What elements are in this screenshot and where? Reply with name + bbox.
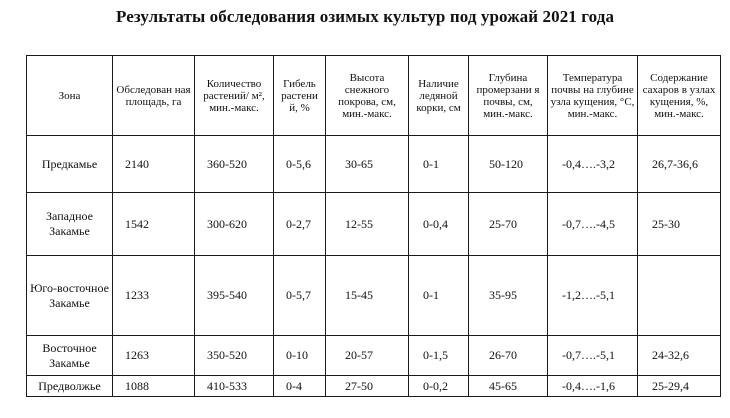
freeze-cell: 45-65 xyxy=(469,376,548,397)
header-sugar: Содержание сахаров в узлах кущения, %, мин.-макс. xyxy=(638,56,721,136)
results-table xyxy=(26,55,721,397)
area-cell: 2140 xyxy=(113,136,195,193)
table-row xyxy=(27,336,721,376)
header-death: Гибель растени й, % xyxy=(274,56,326,136)
death-cell: 0-5,7 xyxy=(274,256,326,336)
zone-cell: Предкамье xyxy=(27,136,113,193)
area-cell: 1542 xyxy=(113,193,195,256)
results-table-container xyxy=(26,55,720,397)
table-row xyxy=(27,256,721,336)
plants-cell: 350-520 xyxy=(195,336,274,376)
zone-cell: Юго-восточное Закамье xyxy=(27,256,113,336)
sugar-cell: 24-32,6 xyxy=(638,336,721,376)
header-snow: Высота снежного покрова, см, мин.-макс. xyxy=(326,56,409,136)
temperature-cell: -0,4….-3,2 xyxy=(548,136,638,193)
snow-cell: 12-55 xyxy=(326,193,409,256)
snow-cell: 27-50 xyxy=(326,376,409,397)
header-zone: Зона xyxy=(27,56,113,136)
freeze-cell: 50-120 xyxy=(469,136,548,193)
ice-cell: 0-0,2 xyxy=(409,376,469,397)
header-temperature: Температура почвы на глубине узла кущения, °С, мин.-макс. xyxy=(548,56,638,136)
freeze-cell: 25-70 xyxy=(469,193,548,256)
sugar-cell: 26,7-36,6 xyxy=(638,136,721,193)
header-ice: Наличие ледяной корки, см xyxy=(409,56,469,136)
snow-cell: 30-65 xyxy=(326,136,409,193)
sugar-cell xyxy=(638,256,721,336)
death-cell: 0-10 xyxy=(274,336,326,376)
ice-cell: 0-1 xyxy=(409,136,469,193)
zone-cell: Западное Закамье xyxy=(27,193,113,256)
ice-cell: 0-0,4 xyxy=(409,193,469,256)
header-area: Обследован ная площадь, га xyxy=(113,56,195,136)
zone-cell: Предволжье xyxy=(27,376,113,397)
area-cell: 1088 xyxy=(113,376,195,397)
header-row xyxy=(27,56,721,136)
ice-cell: 0-1,5 xyxy=(409,336,469,376)
snow-cell: 15-45 xyxy=(326,256,409,336)
table-row xyxy=(27,193,721,256)
area-cell: 1233 xyxy=(113,256,195,336)
zone-cell: Восточное Закамье xyxy=(27,336,113,376)
header-freeze: Глубина промерзани я почвы, см, мин.-макс. xyxy=(469,56,548,136)
plants-cell: 410-533 xyxy=(195,376,274,397)
snow-cell: 20-57 xyxy=(326,336,409,376)
table-row xyxy=(27,136,721,193)
death-cell: 0-4 xyxy=(274,376,326,397)
temperature-cell: -0,7….-4,5 xyxy=(548,193,638,256)
plants-cell: 360-520 xyxy=(195,136,274,193)
table-row xyxy=(27,376,721,397)
ice-cell: 0-1 xyxy=(409,256,469,336)
temperature-cell: -1,2….-5,1 xyxy=(548,256,638,336)
header-plants: Количество растений/ м², мин.-макс. xyxy=(195,56,274,136)
temperature-cell: -0,7….-5,1 xyxy=(548,336,638,376)
plants-cell: 300-620 xyxy=(195,193,274,256)
death-cell: 0-2,7 xyxy=(274,193,326,256)
freeze-cell: 35-95 xyxy=(469,256,548,336)
temperature-cell: -0,4….-1,6 xyxy=(548,376,638,397)
freeze-cell: 26-70 xyxy=(469,336,548,376)
sugar-cell: 25-30 xyxy=(638,193,721,256)
death-cell: 0-5,6 xyxy=(274,136,326,193)
sugar-cell: 25-29,4 xyxy=(638,376,721,397)
document-title: Результаты обследования озимых культур под урожай 2021 года xyxy=(115,7,615,26)
plants-cell: 395-540 xyxy=(195,256,274,336)
area-cell: 1263 xyxy=(113,336,195,376)
